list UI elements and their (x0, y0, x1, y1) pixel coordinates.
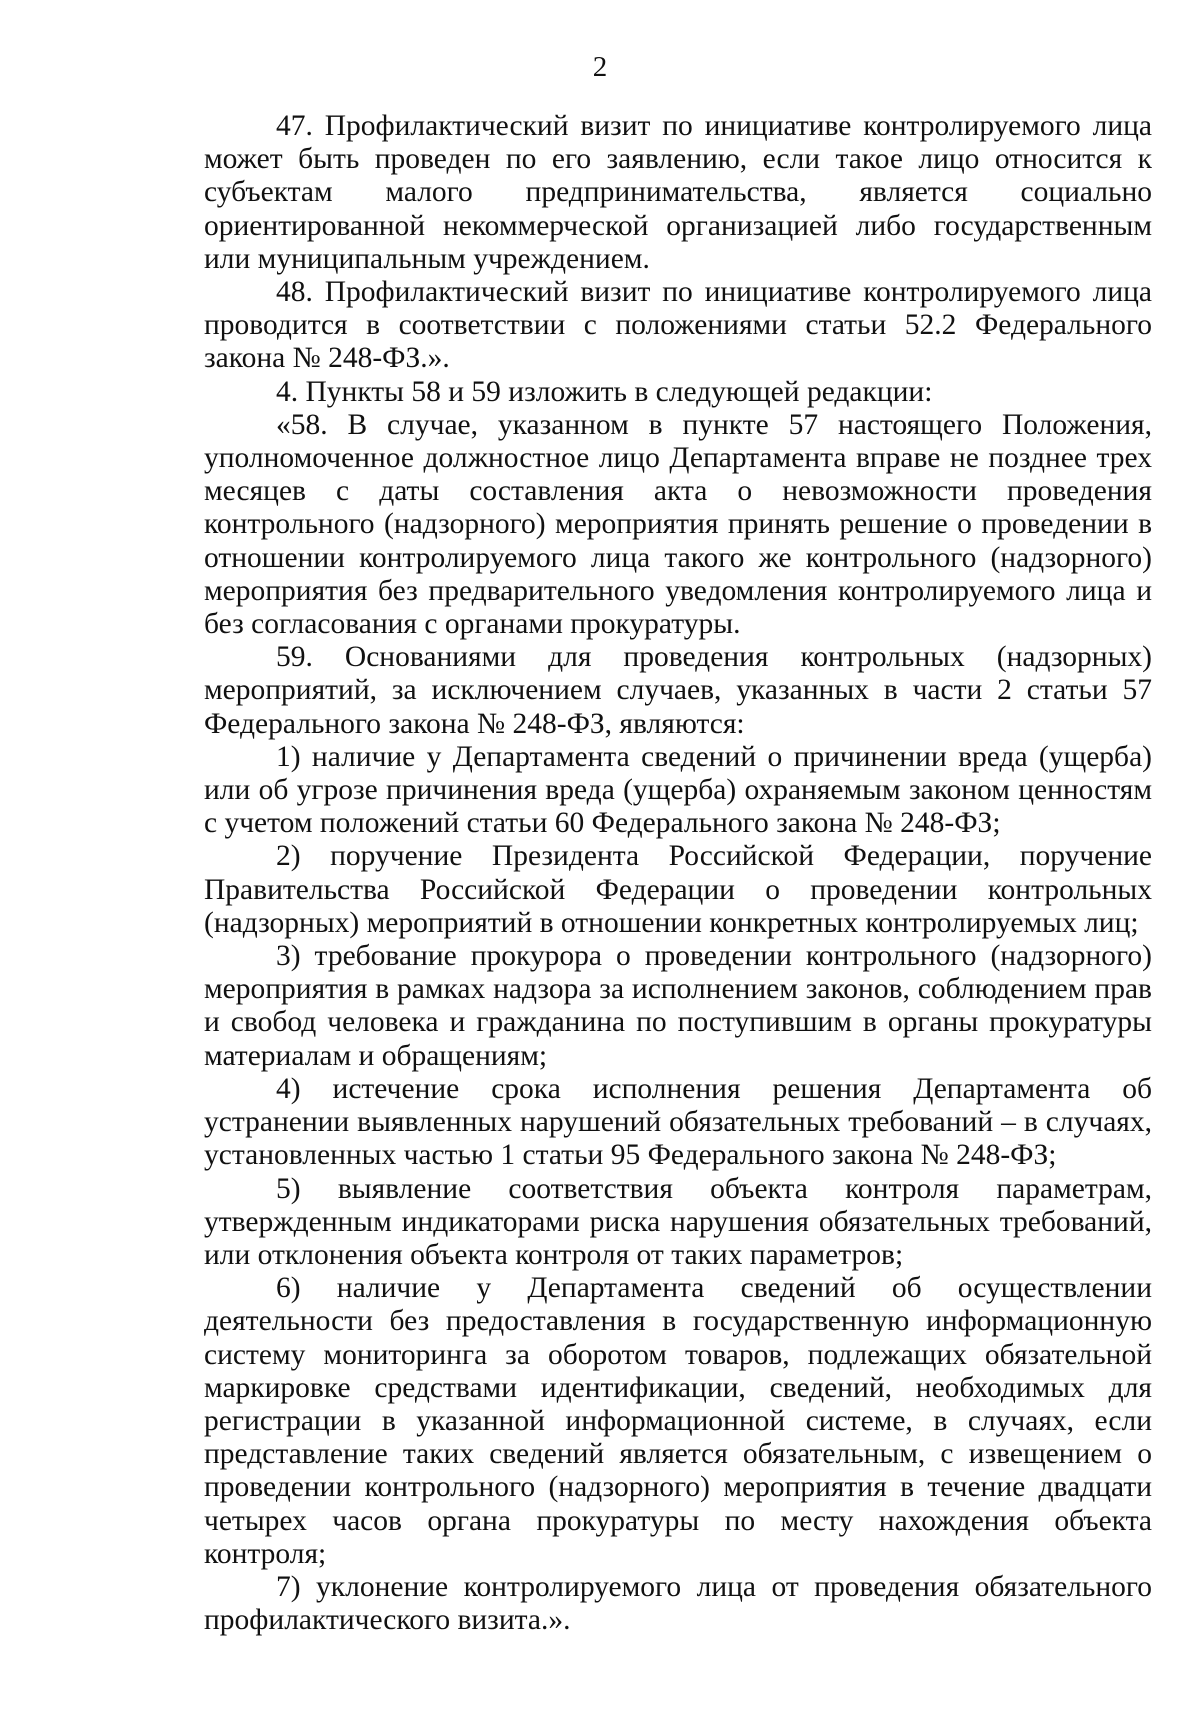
paragraph-59: 59. Основаниями для проведения контрольных (надзорных) мероприятий, за исключением случаев, указанных в части 2 статьи 57 Федерального закона № 248-ФЗ, являются: (204, 641, 1152, 740)
list-item-3: 3) требование прокурора о проведении контрольного (надзорного) мероприятия в рамках надзора за исполнением законов, соблюдением прав и свобод человека и гражданина по поступившим в органы прокуратуры материалам и обращениям; (204, 940, 1152, 1072)
paragraph-58: «58. В случае, указанном в пункте 57 настоящего Положения, уполномоченное должностное лицо Департамента вправе не позднее трех месяцев с даты составления акта о невозможности проведения контрольного (надзорного) мероприятия принять решение о проведении в отношении контролируемого лица такого же контрольного (надзорного) мероприятия без предварительного уведомления контролируемого лица и без согласования с органами прокуратуры. (204, 408, 1152, 641)
list-item-1: 1) наличие у Департамента сведений о причинении вреда (ущерба) или об угрозе причинения вреда (ущерба) охраняемым законом ценностям с учетом положений статьи 60 Федерального закона № 248-ФЗ; (204, 740, 1152, 840)
list-item-6: 6) наличие у Департамента сведений об осуществлении деятельности без предоставления в государственную информационную систему мониторинга за оборотом товаров, подлежащих обязательной маркировке средствами идентификации, сведений, необходимых для регистрации в указанной информационной системе, в случаях, если представление таких сведений является обязательным, с извещением о проведении контрольного (надзорного) мероприятия в течение двадцати четырех часов органа прокуратуры по месту нахождения объекта контроля; (204, 1272, 1152, 1570)
document-body (204, 110, 1152, 1637)
paragraph-48: 48. Профилактический визит по инициативе контролируемого лица проводится в соответствии с положениями статьи 52.2 Федерального закона № 248-ФЗ.». (204, 276, 1152, 375)
list-item-2: 2) поручение Президента Российской Федерации, поручение Правительства Российской Федерации о проведении контрольных (надзорных) мероприятий в отношении конкретных контролируемых лиц; (204, 840, 1152, 939)
amendment-item-4: 4. Пункты 58 и 59 изложить в следующей редакции: (276, 375, 933, 408)
list-item-7: 7) уклонение контролируемого лица от проведения обязательного профилактического визита.». (204, 1570, 1152, 1637)
list-item-4: 4) истечение срока исполнения решения Департамента об устранении выявленных нарушений обязательных требований – в случаях, установленных частью 1 статьи 95 Федерального закона № 248-ФЗ; (204, 1072, 1152, 1172)
list-item-5: 5) выявление соответствия объекта контроля параметрам, утвержденным индикаторами риска нарушения обязательных требований, или отклонения объекта контроля от таких параметров; (204, 1172, 1152, 1271)
page-number: 2 (592, 51, 608, 83)
paragraph-47: 47. Профилактический визит по инициативе контролируемого лица может быть проведен по его заявлению, если такое лицо относится к субъектам малого предпринимательства, является социально ориентированной некоммерческой организацией либо государственным или муниципальным учреждением. (204, 110, 1152, 275)
